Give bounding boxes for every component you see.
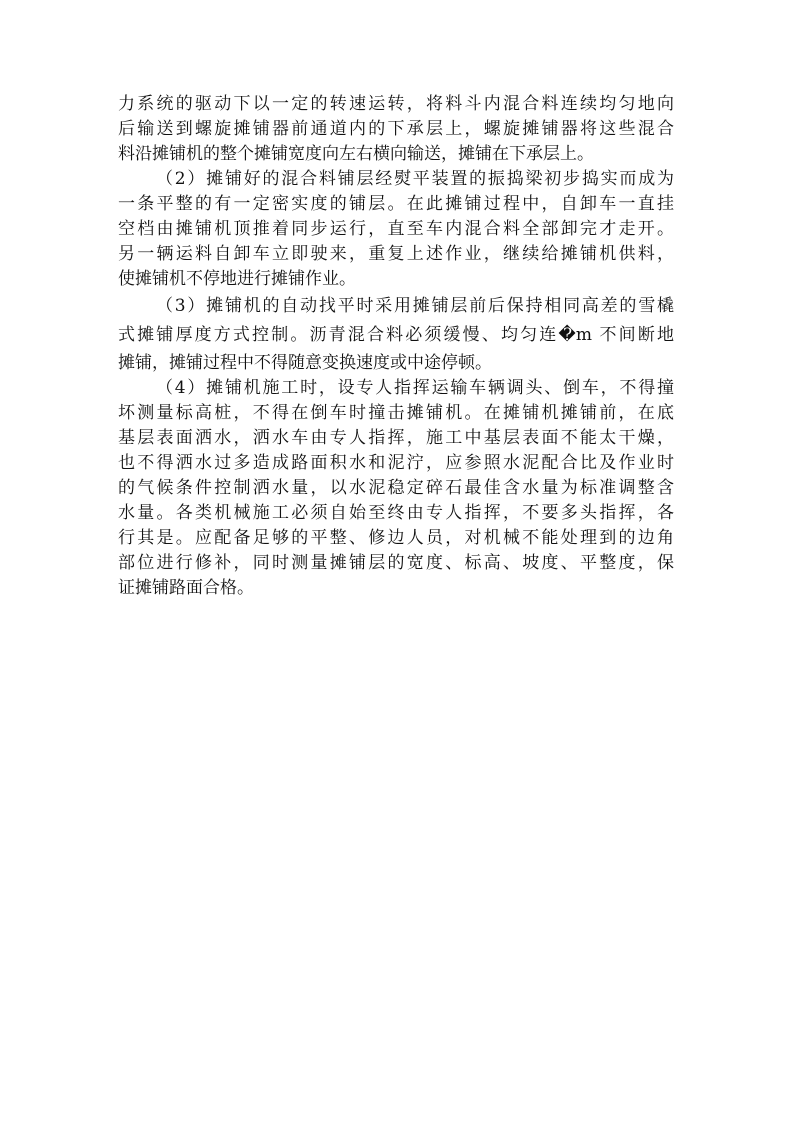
- text-line: 行其是。应配备足够的平整、修边人员，对机械不能处理到的边角: [118, 528, 674, 548]
- text-line: 料沿摊铺机的整个摊铺宽度向左右横向输送，摊铺在下承层上。: [118, 144, 594, 164]
- text-line: 另一辆运料自卸车立即驶来，重复上述作业，继续给摊铺机供料，: [118, 244, 674, 264]
- text-line: 力系统的驱动下以一定的转速运转，将料斗内混合料连续均匀地向: [118, 94, 674, 114]
- text-line: 式摊铺厚度方式控制。沥青混合料必须缓慢、均匀连�m 不间断地: [118, 325, 674, 345]
- paragraph-2: [118, 292, 674, 376]
- paragraph-1: [118, 167, 674, 292]
- text-line: （4）摊铺机施工时，设专人指挥运输车辆调头、倒车，不得撞: [156, 378, 674, 398]
- text-line: （2）摊铺好的混合料铺层经熨平装置的振捣梁初步捣实而成为: [156, 169, 674, 189]
- text-line: 一条平整的有一定密实度的铺层。在此摊铺过程中，自卸车一直挂: [118, 194, 674, 214]
- text-line: 也不得洒水过多造成路面积水和泥泞，应参照水泥配合比及作业时: [118, 453, 674, 473]
- paragraph-0: [118, 92, 674, 167]
- text-line: 水量。各类机械施工必须自始至终由专人指挥，不要多头指挥，各: [118, 503, 674, 523]
- text-line: （3）摊铺机的自动找平时采用摊铺层前后保持相同高差的雪橇: [156, 296, 674, 316]
- text-line: 的气候条件控制洒水量，以水泥稳定碎石最佳含水量为标准调整含: [118, 478, 674, 498]
- document-page: [118, 92, 674, 601]
- text-line: 部位进行修补，同时测量摊铺层的宽度、标高、坡度、平整度，保: [118, 553, 674, 573]
- text-line: 摊铺，摊铺过程中不得随意变换速度或中途停顿。: [118, 353, 492, 373]
- text-line: 证摊铺路面合格。: [118, 578, 254, 598]
- text-line: 使摊铺机不停地进行摊铺作业。: [118, 269, 356, 289]
- text-line: 坏测量标高桩，不得在倒车时撞击摊铺机。在摊铺机摊铺前，在底: [118, 403, 674, 423]
- text-line: 基层表面洒水，洒水车由专人指挥，施工中基层表面不能太干燥，: [118, 428, 674, 448]
- paragraph-3: [118, 376, 674, 601]
- text-line: 后输送到螺旋摊铺器前通道内的下承层上，螺旋摊铺器将这些混合: [118, 119, 674, 139]
- text-line: 空档由摊铺机顶推着同步运行，直至车内混合料全部卸完才走开。: [118, 219, 674, 239]
